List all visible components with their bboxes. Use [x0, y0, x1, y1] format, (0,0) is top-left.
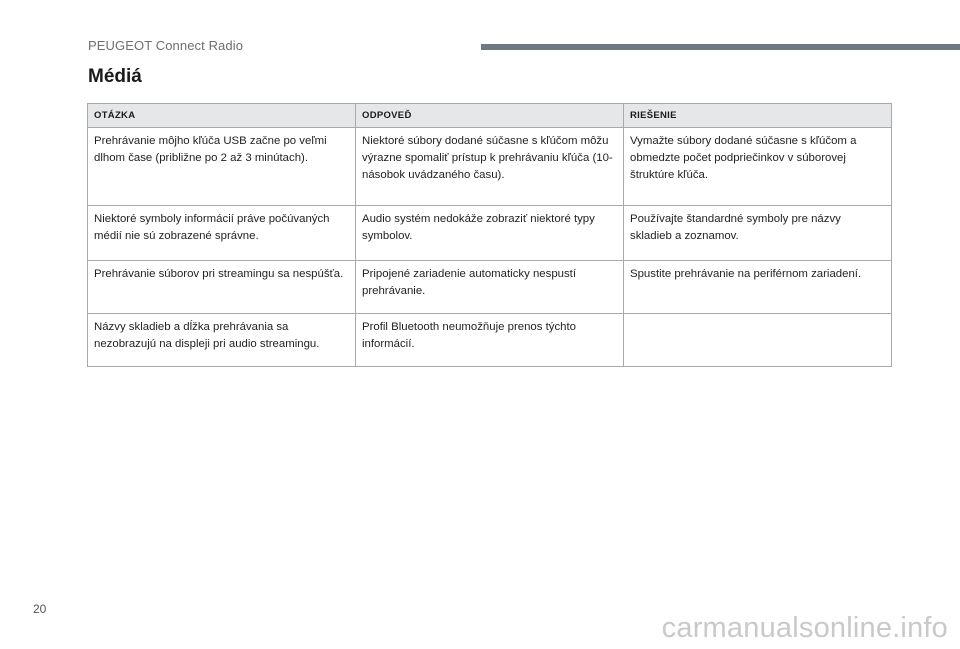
table-row — [88, 314, 892, 367]
column-header-answer: ODPOVEĎ — [356, 104, 624, 128]
cell-answer: Niektoré súbory dodané súčasne s kľúčom môžu výrazne spomaliť prístup k prehrávaniu kľúča (10-násobok uvádzaného času). — [356, 128, 624, 206]
cell-answer: Profil Bluetooth neumožňuje prenos týchto informácií. — [356, 314, 624, 367]
cell-question: Niektoré symboly informácií práve počúvaných médií nie sú zobrazené správne. — [88, 206, 356, 261]
faq-table — [87, 103, 892, 367]
table-row — [88, 261, 892, 314]
cell-solution — [624, 314, 892, 367]
header-accent-bar — [481, 44, 960, 50]
section-title: Médiá — [88, 66, 142, 87]
cell-question: Názvy skladieb a dĺžka prehrávania sa nezobrazujú na displeji pri audio streamingu. — [88, 314, 356, 367]
watermark-text: carmanualsonline.info — [661, 612, 948, 644]
cell-question: Prehrávanie súborov pri streamingu sa nespúšťa. — [88, 261, 356, 314]
cell-solution: Vymažte súbory dodané súčasne s kľúčom a obmedzte počet podpriečinkov v súborovej štruktúre kľúča. — [624, 128, 892, 206]
column-header-solution: RIEŠENIE — [624, 104, 892, 128]
cell-answer: Audio systém nedokáže zobraziť niektoré typy symbolov. — [356, 206, 624, 261]
page-number: 20 — [33, 602, 47, 616]
table-header-row — [88, 104, 892, 128]
column-header-question: OTÁZKA — [88, 104, 356, 128]
cell-solution: Spustite prehrávanie na periférnom zariadení. — [624, 261, 892, 314]
table-row — [88, 206, 892, 261]
table-row — [88, 128, 892, 206]
cell-question: Prehrávanie môjho kľúča USB začne po veľmi dlhom čase (približne po 2 až 3 minútach). — [88, 128, 356, 206]
document-header-title: PEUGEOT Connect Radio — [88, 38, 244, 53]
cell-answer: Pripojené zariadenie automaticky nespustí prehrávanie. — [356, 261, 624, 314]
cell-solution: Používajte štandardné symboly pre názvy skladieb a zoznamov. — [624, 206, 892, 261]
